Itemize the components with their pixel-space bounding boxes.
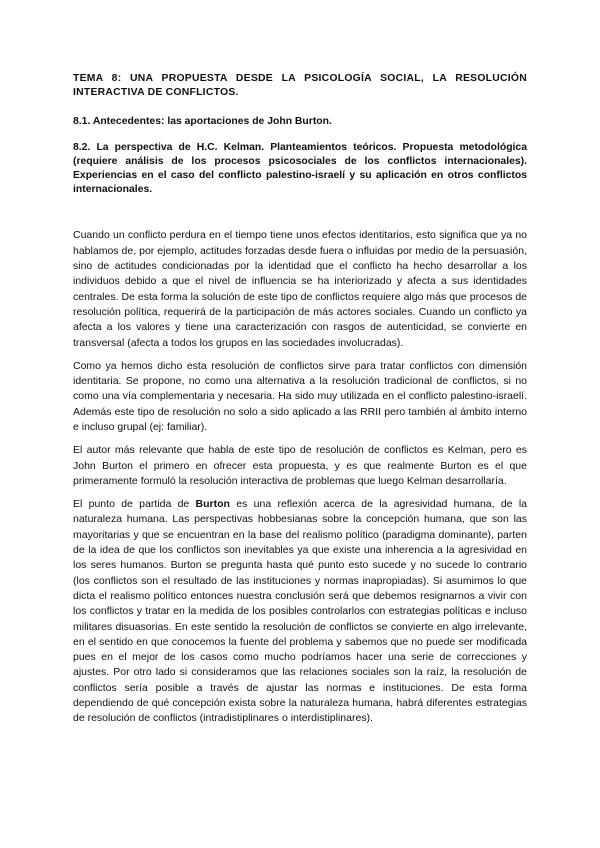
paragraph-3: El autor más relevante que habla de este tipo de resolución de conflictos es Kelman, pero es John Burton el primero en ofrecer esta propuesta, y es que realmente Burton es el que primeramente formuló la resolución interactiva de problemas que luego Kelman desarrollaría. xyxy=(73,444,527,487)
section-heading-8-2: 8.2. La perspectiva de H.C. Kelman. Planteamientos teóricos. Propuesta metodológica (requiere análisis de los procesos psicosociales de los conflictos internacionales). Experiencias en el caso del conflicto palestino-israelí y su aplicación en otros conflictos internacionales. xyxy=(73,141,527,196)
paragraph-4-rest: es una reflexión acerca de la agresividad humana, de la naturaleza humana. Las perspectivas hobbesianas sobre la concepción humana, que son las mayoritarias y que se encuentran en la base del realismo político (paradigma dominante), parten de la idea de que los conflictos son inevitables ya que existe una inherencia a la agresividad en los seres humanos. Burton se pregunta hasta qué punto esto sucede y no sucede lo contrario (los conflictos son el resultado de las instituciones y normas inapropiadas). Si asumimos lo que dicta el realismo político entonces nuestra conclusión será que debemos resignarnos a vivir con los conflictos y tratar en la medida de los posibles controlarlos con estrategias políticas e incluso militares disuasorias. En este sentido la resolución de conflictos se convierte en algo irrelevante, en el sentido en que conocemos la fuente del problema y sabemos que no puede ser modificada pues en el mejor de los casos como mucho podríamos hacer una serie de correcciones y ajustes. Por otro lado si consideramos que las relaciones sociales son la raíz, la resolución de conflictos sería posible a través de ajustar las normas e instituciones. De esta forma dependiendo de qué concepción exista sobre la naturaleza humana, habrá diferentes estrategias de resolución de conflictos (intradistiplinares o interdistiplinares). xyxy=(73,498,527,725)
burton-emphasis: Burton xyxy=(195,498,230,511)
page-title: TEMA 8: UNA PROPUESTA DESDE LA PSICOLOGÍA SOCIAL, LA RESOLUCIÓN INTERACTIVA DE CONFLICTOS. xyxy=(73,73,527,99)
paragraph-4 xyxy=(73,497,527,726)
section-heading-8-1: 8.1. Antecedentes: las aportaciones de John Burton. xyxy=(73,116,332,128)
paragraph-2: Como ya hemos dicho esta resolución de conflictos sirve para tratar conflictos con dimensión identitaria. Se propone, no como una alternativa a la resolución tradicional de conflictos, si no como una vía complementaria y necesaria. Ha sido muy utilizada en el conflicto palestino-israelí. Además este tipo de resolución no solo a sido aplicado a las RRII pero también al ámbito interno e incluso grupal (ej: familiar). xyxy=(73,359,527,433)
paragraph-4-lead: El punto de partida de xyxy=(73,498,196,511)
document-page xyxy=(73,72,527,727)
paragraph-1: Cuando un conflicto perdura en el tiempo tiene unos efectos identitarios, esto significa que ya no hablamos de, por ejemplo, actitudes forzadas desde fuera o influidas por medio de la persuasión, sino de actitudes condicionadas por la identidad que el conflicto ha hecho desarrollar a los individuos debido a que el nivel de influencia se ha interiorizado y afecta a sus identidades centrales. De esta forma la solución de este tipo de conflictos requiere algo más que procesos de resolución política, requerirá de la participación de más actores sociales. Cuando un conflicto ya afecta a los valores y tiene una caracterización con rasgos de autenticidad, se convierte en transversal (afecta a todos los grupos en las sociedades involucradas). xyxy=(73,229,527,349)
